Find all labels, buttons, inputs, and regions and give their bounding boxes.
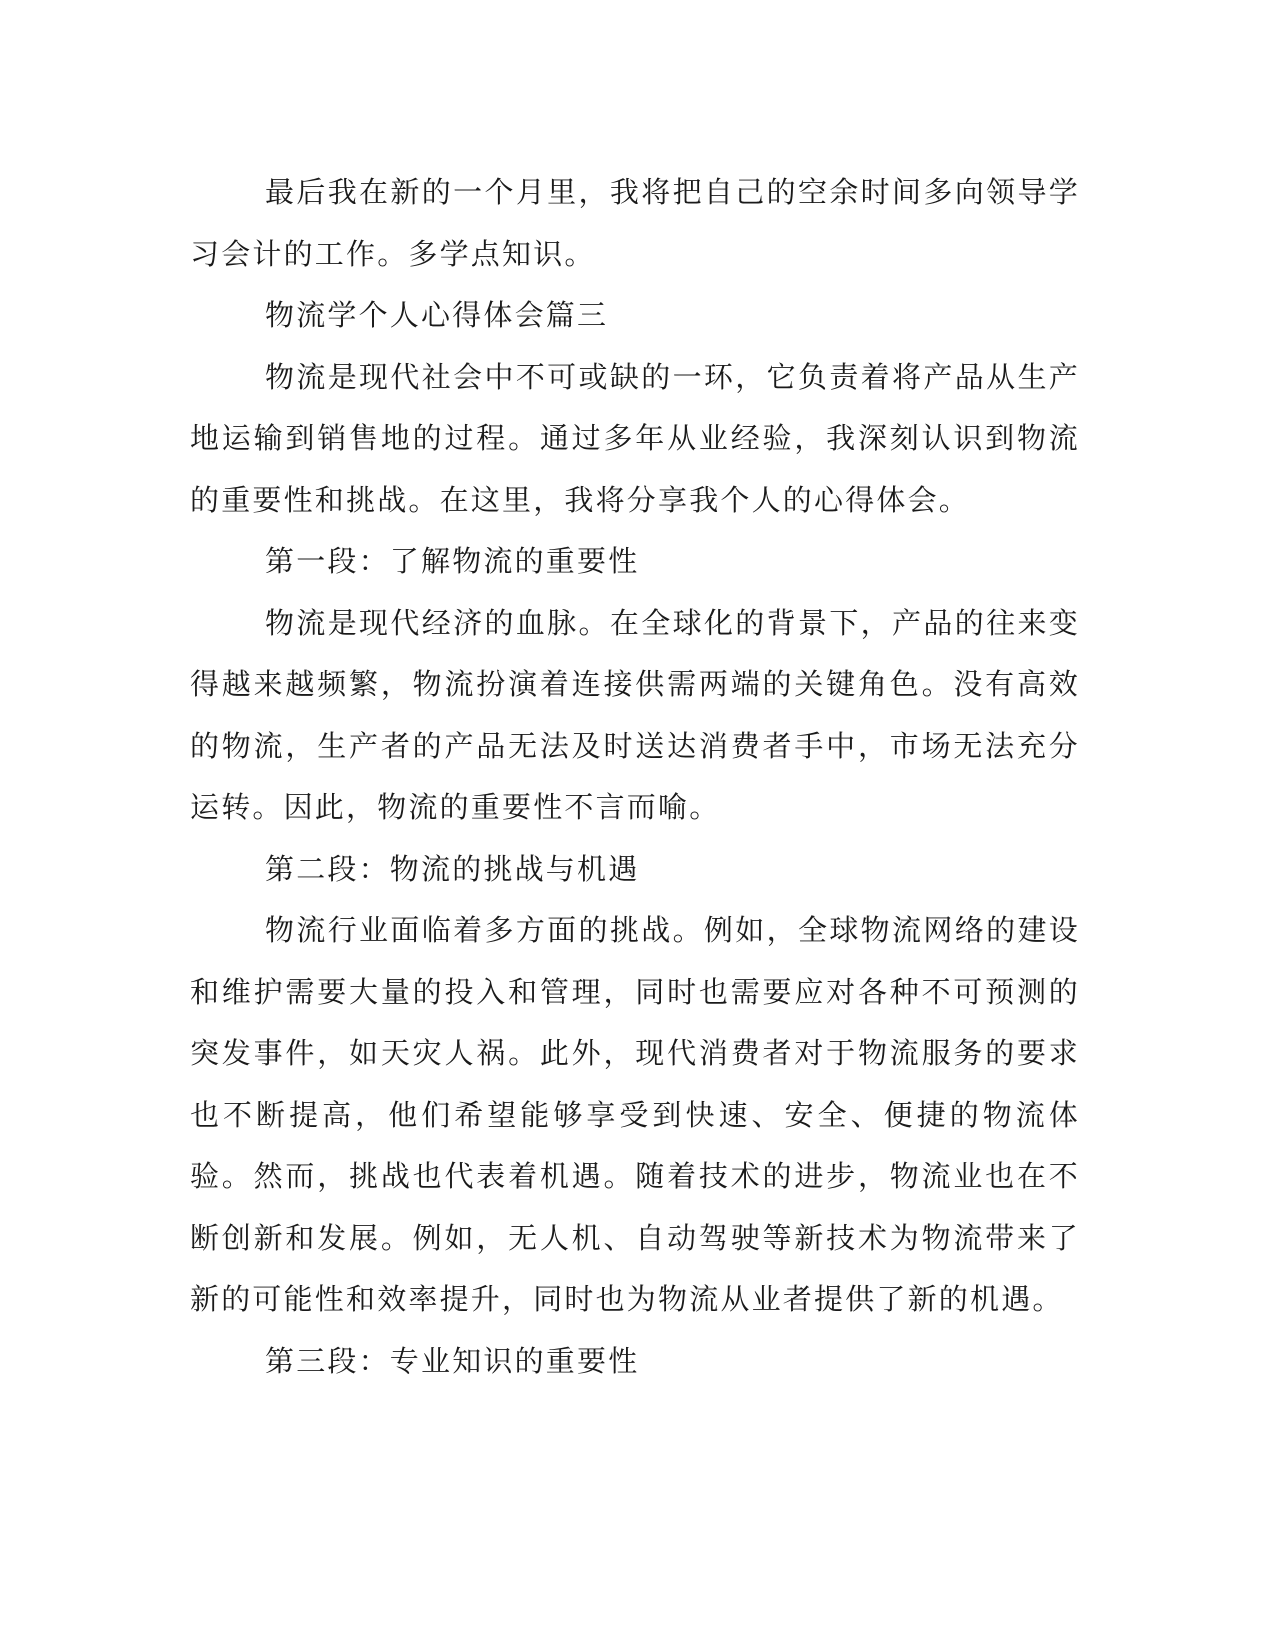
section-heading-2: 第二段：物流的挑战与机遇 <box>265 851 640 886</box>
section-heading-3: 第三段：专业知识的重要性 <box>265 1343 640 1378</box>
paragraph-closing-remarks: 最后我在新的一个月里，我将把自己的空余时间多向领导学习会计的工作。多学点知识。 <box>190 175 1080 271</box>
paragraph-challenges: 物流行业面临着多方面的挑战。例如，全球物流网络的建设和维护需要大量的投入和管理，同时也需要应对各种不可预测的突发事件，如天灾人祸。此外，现代消费者对于物流服务的要求也不断提高，他们希望能够享受到快速、安全、便捷的物流体验。然而，挑战也代表着机遇。随着技术的进步，物流业也在不断创新和发展。例如，无人机、自动驾驶等新技术为物流带来了新的可能性和效率提升，同时也为物流从业者提供了新的机遇。 <box>190 913 1080 1316</box>
document-body <box>190 162 1080 1392</box>
paragraph-intro: 物流是现代社会中不可或缺的一环，它负责着将产品从生产地运输到销售地的过程。通过多年从业经验，我深刻认识到物流的重要性和挑战。在这里，我将分享我个人的心得体会。 <box>190 359 1080 517</box>
section-heading-1: 第一段：了解物流的重要性 <box>265 544 640 578</box>
section-title-part-three: 物流学个人心得体会篇三 <box>265 298 609 332</box>
paragraph-importance: 物流是现代经济的血脉。在全球化的背景下，产品的往来变得越来越频繁，物流扮演着连接供需两端的关键角色。没有高效的物流，生产者的产品无法及时送达消费者手中，市场无法充分运转。因此，物流的重要性不言而喻。 <box>190 605 1080 824</box>
